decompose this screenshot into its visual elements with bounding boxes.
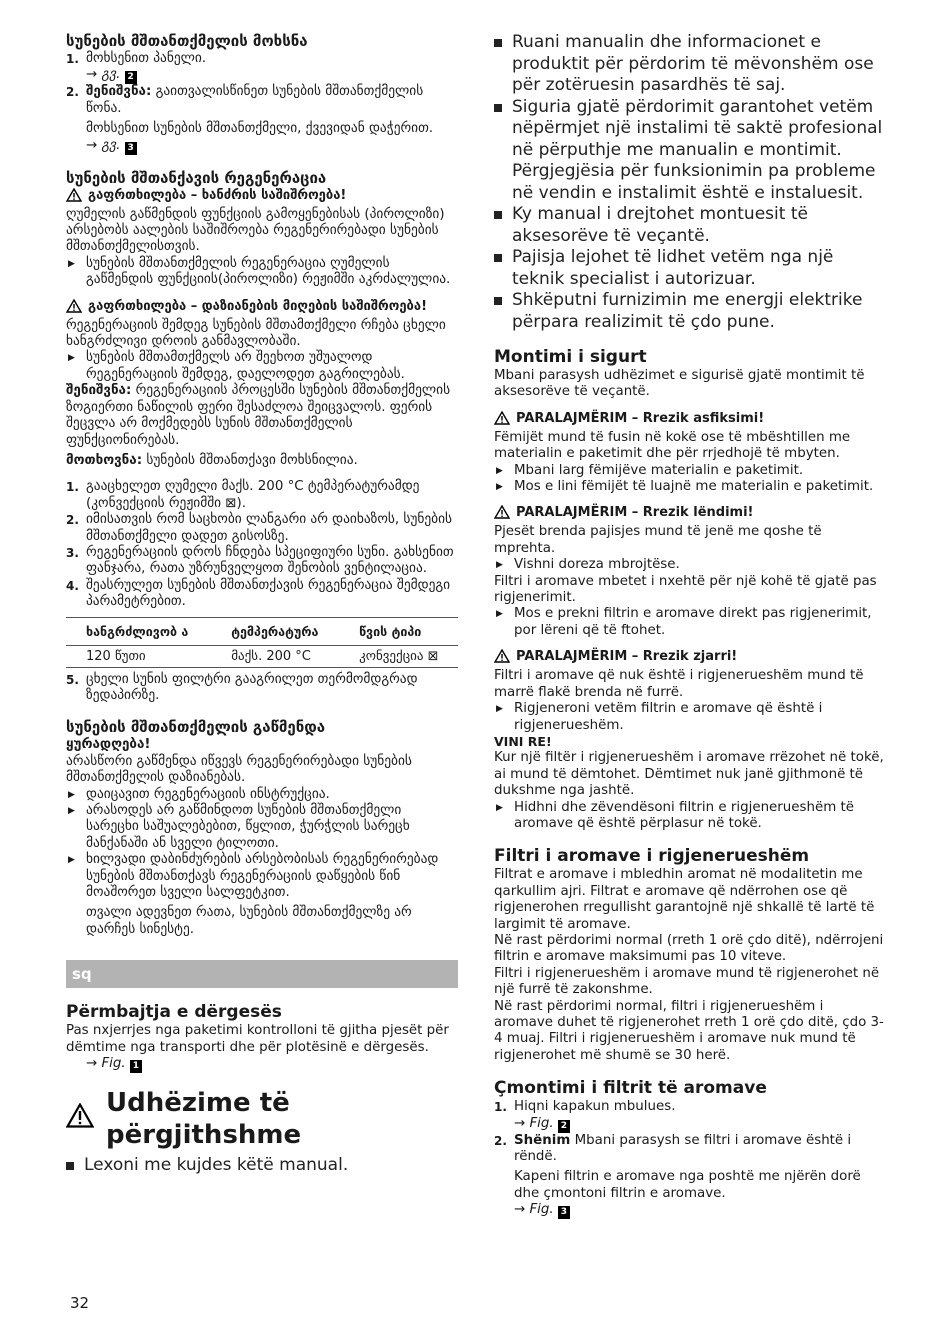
bullet-item: [494, 247, 886, 290]
step-text: შეასრულეთ სუნების მშთანთქავის რეგენერაცია შემდეგი პარამეტრებით.: [86, 577, 451, 610]
warning-text: რეგენერაციის შემდეგ სუნების მშთამთქმელი რჩება ცხელი ხანგრძლივი დროის განმავლობაში.: [66, 317, 446, 350]
instruction-text: არასოდეს არ გაწმინდოთ სუნების მშთანთქმელი სარეცხი საშუალებებით, წყლით, ჭურჭლის სარეცხ მანქანაში ან სველი ტილოთი.: [86, 803, 410, 851]
section-title-regeneration: სუნების მშთანქავის რეგენერაცია: [66, 168, 327, 187]
triangle-bullet-icon: ▶: [68, 806, 75, 816]
section-title-general: [66, 1087, 458, 1151]
fig-ref-text: → Fig.: [514, 1115, 554, 1131]
section-title-text: Udhëzime të përgjithshme: [106, 1088, 302, 1151]
fig-ref-text: → Fig.: [514, 1202, 554, 1218]
figure-number-badge: 2: [125, 71, 137, 84]
caution-title: ყურადღება!: [66, 737, 151, 753]
triangle-bullet-icon: ▶: [68, 353, 75, 364]
bullet-item: [494, 290, 886, 333]
step-2-continuation: მოხსენით სუნების მშთანთქმელი, ქვევიდან დაჭერით.: [86, 121, 434, 137]
warning-triangle-icon: [66, 188, 88, 207]
step-text: ცხელი სუნის ფილტრი გააგრილეთ თერმომდგრად ზედაპირზე.: [86, 671, 418, 703]
instruction-text: Vishni doreza mbrojtëse.: [514, 557, 680, 573]
instruction-text: Mos e prekni filtrin e aromave direkt pas rigjenerimit, por lëreni që të ftohet.: [514, 606, 872, 638]
instruction-item: [66, 803, 458, 852]
paragraph: Në rast përdorimi normal, filtri i rigjenerueshëm i aromave duhet të rigjenerohet rreth 1 orë çdo ditë, çdo 3-4 muaj. Filtri i rigjenerueshëm i aromave nuk mund të rigjenerohet më shumë se 30 herë.: [494, 998, 884, 1063]
warning-text: Filtri i aromave që nuk është i rigjenerueshëm mund të marrë flakë brenda në furrë.: [494, 668, 864, 700]
bullet-item: [494, 32, 886, 97]
section-title-delivery: Përmbajtja e dërgesës: [66, 1002, 282, 1023]
note-text: რეგენერაციის პროცესში სუნების მშთანთქმელის ზოგიერთი ნაწილის ფერი შესაძლოა შეიცვალოს. ფერის შეცვლა არ მოქმედებს სუნის მშთანთქმელის ფუნქციონირებას.: [66, 383, 451, 448]
warning-title: გაფრთხილება – ხანძრის საშიშროება!: [88, 187, 347, 203]
warning-text: Pjesët brenda pajisjes mund të jenë me qoshe të mprehta.: [494, 524, 822, 556]
step-text: Mbani parasysh se filtri i aromave është i rëndë.: [514, 1132, 852, 1165]
bullet-text: Ky manual i drejtohet montuesit të aksesorëve të veçantë.: [512, 204, 808, 246]
step-number: 3.: [66, 545, 79, 560]
table-header: ხანგრძლივობ ა: [66, 617, 211, 645]
delivery-text: Pas nxjerrjes nga paketimi kontrolloni të gjitha pjesët për dëmtime nga transporti dhe për plotësinë e dërgesës.: [66, 1023, 449, 1055]
caution-title: VINI RE!: [494, 733, 552, 749]
triangle-bullet-icon: ▶: [496, 802, 503, 813]
warning-text: Filtri i aromave mbetet i nxehtë për një kohë të gjatë pas rigjenerimit.: [494, 573, 877, 606]
square-bullet-icon: [494, 247, 512, 290]
figure-reference: [66, 1056, 458, 1073]
left-column: [66, 32, 458, 1177]
instruction-item: [494, 557, 886, 573]
square-bullet-icon: [494, 32, 512, 97]
step-2: [66, 84, 458, 117]
fig-ref-text: → Fig.: [86, 1056, 126, 1072]
table-row: [66, 645, 458, 667]
warning-injury: [494, 505, 886, 524]
step-3: [66, 545, 458, 578]
step-1: [494, 1099, 886, 1115]
instruction-text: Mbani larg fëmijëve materialin e paketimit.: [514, 462, 804, 478]
triangle-bullet-icon: ▶: [496, 609, 503, 620]
right-column: [494, 32, 886, 1219]
requirement-text: სუნების მშთანთქავი მოხსნილია.: [142, 452, 358, 468]
triangle-bullet-icon: ▶: [496, 465, 503, 476]
instruction-item: [494, 800, 886, 833]
figure-reference: [66, 67, 458, 84]
step-number: 1.: [66, 52, 79, 66]
regeneration-parameters-table: [66, 617, 458, 668]
note-label: შენიშვნა:: [86, 84, 152, 100]
step-2: [494, 1133, 886, 1166]
step-5: [66, 672, 458, 705]
warning-triangle-icon: [494, 649, 516, 668]
step-2: [66, 512, 458, 545]
triangle-bullet-icon: ▶: [68, 258, 75, 269]
instruction-text: სუნების მშთანთქმელის რეგენერაცია ღუმელის გაწმენდის ფუნქციის(პიროლიზი) რეჟიმში აკრძალულია.: [86, 255, 451, 288]
requirement-paragraph: [66, 453, 458, 469]
warning-text: ღუმელის გაწმენდის ფუნქციის გამოყენებისას (პიროლიზი) არსებობს აალების საშიშროება რეგენერირებადი სუნების მშთანთქმელისთვის.: [66, 206, 445, 255]
table-header-row: [66, 617, 458, 645]
instruction-text: Rigjeneroni vetëm filtrin e aromave që është i rigjenerueshëm.: [514, 701, 823, 733]
bullet-text: Lexoni me kujdes këtë manual.: [84, 1155, 349, 1176]
section-title-filter-removal: სუნების მშთანთქმელის მოხსნა: [66, 32, 308, 50]
instruction-text: დაიცავით რეგენერაციის ინსტრუქცია.: [86, 786, 330, 802]
step-number: 2.: [494, 1133, 507, 1148]
warning-title: PARALAJMËRIM – Rrezik zjarri!: [516, 649, 738, 665]
note-paragraph: [66, 383, 458, 449]
warning-fire: [494, 649, 886, 668]
triangle-bullet-icon: ▶: [68, 855, 75, 866]
instruction-item: [66, 787, 458, 803]
instruction-item: [66, 350, 458, 383]
language-section-bar: [66, 960, 458, 988]
square-bullet-icon: [494, 290, 512, 333]
table-cell: კონვექცია ⊠: [339, 645, 458, 667]
instruction-item: [66, 852, 458, 901]
figure-reference: [494, 1202, 886, 1219]
step-text: იმისათვის რომ საცხობი ლანგარი არ დაიხაზოს, სუნების მშთანთქმელი დადეთ გისოსზე.: [86, 512, 452, 544]
instruction-text: Hidhni dhe zëvendësoni filtrin e rigjenerueshëm të aromave që është përplasur në tokë.: [514, 799, 855, 831]
figure-number-badge: 2: [558, 1120, 570, 1133]
page-number: 32: [70, 1294, 90, 1312]
instruction-item: [494, 463, 886, 479]
triangle-bullet-icon: ▶: [496, 482, 503, 493]
step-2-continuation: Kapeni filtrin e aromave nga poshtë me njërën dorë dhe çmontoni filtrin e aromave.: [514, 1169, 861, 1201]
step-text: მოხსენით პანელი.: [86, 51, 207, 66]
step-number: 2.: [66, 513, 79, 528]
warning-triangle-icon: [66, 1103, 106, 1136]
table-cell: მაქს. 200 °C: [211, 645, 339, 667]
step-number: 1.: [66, 480, 79, 495]
table-header: წვის ტიპი: [339, 617, 458, 645]
step-1: [66, 51, 458, 67]
warning-title: გაფრთხილება – დაზიანების მიღების საშიშროება!: [88, 298, 428, 314]
warning-triangle-icon: [494, 411, 516, 430]
section-title-filter-removal: Çmontimi i filtrit të aromave: [494, 1078, 767, 1099]
table-header: ტემპერატურა: [211, 617, 339, 645]
caution-text: Kur një filtër i rigjenerueshëm i aromave rrëzohet në tokë, ai mund të dëmtohet. Dëmtimet nuk janë gjithmonë të dukshme nga jashtë.: [494, 750, 884, 799]
language-tag: sq: [72, 965, 92, 984]
step-number: 4.: [66, 578, 79, 593]
warning-injury: [66, 299, 458, 318]
bullet-text: Shkëputni furnizimin me energji elektrike përpara realizimit të çdo pune.: [512, 290, 863, 332]
triangle-bullet-icon: ▶: [496, 560, 503, 571]
figure-number-badge: 3: [558, 1206, 570, 1219]
note-label: Shënim: [514, 1132, 571, 1148]
square-bullet-icon: [494, 97, 512, 205]
step-text: რეგენერაციის დროს ჩნდება სპეციფიური სუნი. გახსენით ფანჯარა, რათა უზრუნველყოთ შენობის ვენტილაცია.: [86, 544, 454, 577]
square-bullet-icon: [494, 204, 512, 247]
paragraph: Filtrat e aromave i mbledhin aromat në modalitetin me qarkullim ajri. Filtrat e aromave që ndërrohen ose që rigjenerohen rregullisht garantojnë një shkallë të lartë të largimit të aromave.: [494, 867, 875, 932]
step-number: 2.: [66, 85, 79, 100]
triangle-bullet-icon: ▶: [68, 789, 75, 800]
fig-ref-text: → გვ.: [86, 137, 121, 153]
instruction-item: [494, 479, 886, 495]
bullet-text: Siguria gjatë përdorimit garantohet vetëm nëpërmjet një instalimi të saktë profesional në përputhje me manualin e montimit. Përgjegjësia për funksionimin pa probleme në vendin e instalimit është e instaluesit.: [512, 96, 883, 203]
table-cell: 120 წუთი: [66, 645, 211, 667]
square-bullet-icon: [66, 1155, 84, 1177]
section-text: Mbani parasysh udhëzimet e sigurisë gjatë montimit të aksesorëve të veçantë.: [494, 368, 865, 400]
instruction-item: [66, 256, 458, 289]
warning-triangle-icon: [66, 299, 88, 318]
section-title-safe-installation: Montimi i sigurt: [494, 347, 647, 367]
instruction-text: სუნების მშთამთქმელს არ შეეხოთ უშუალოდ რეგენერაციის შემდეგ, დაელოდეთ გაგრილებას.: [86, 350, 405, 382]
paragraph: Në rast përdorimi normal (rreth 1 orë çdo ditë), ndërrojeni filtrin e aromave maksimumi pas 10 viteve.: [494, 932, 884, 965]
bullet-item: [494, 204, 886, 247]
warning-text: Fëmijët mund të fusin në kokë ose të mbështillen me materialin e paketimit dhe për rrjedhojë të mbyten.: [494, 429, 851, 462]
bullet-text: Pajisja lejohet të lidhet vetëm nga një teknik specialist i autorizuar.: [512, 247, 834, 289]
instruction-item: [494, 606, 886, 639]
bullet-item: [494, 97, 886, 205]
step-number: 1.: [494, 1100, 507, 1115]
step-1: [66, 479, 458, 512]
warning-triangle-icon: [494, 505, 516, 524]
requirement-label: მოთხოვნა:: [66, 452, 143, 468]
step-text: გაითვალისწინეთ სუნების მშთანთქმელის წონა.: [86, 84, 424, 116]
instruction-text: ხილვადი დაბინძურების არსებობისას რეგენერირებად სუნების მშთანთქავს რეგენერაციის დაწყების წინ მოაშორეთ სველი სალფეტკით.: [86, 852, 439, 901]
figure-reference: [494, 1116, 886, 1133]
section-title-regenerable-filter: Filtri i aromave i rigjenerueshëm: [494, 846, 810, 867]
step-4: [66, 578, 458, 611]
figure-reference: [66, 138, 458, 155]
instruction-text: Mos e lini fëmijët të luajnë me materialin e paketimit.: [514, 479, 874, 495]
note-label: შენიშვნა:: [66, 383, 132, 399]
bullet-text: Ruani manualin dhe informacionet e produktit për përdorim të mëvonshëm ose për zotëruesin pasardhës të saj.: [512, 32, 874, 95]
instruction-followup: თვალი ადევნეთ რათა, სუნების მშთანთქმელზე არ დარჩეს სინესტე.: [86, 905, 412, 937]
caution-text: არასწორი გაწმენდა იწვევს რეგენერირებადი სუნების მშთანთქმელის დაზიანებას.: [66, 753, 412, 786]
section-title-cleaning: სუნების მშთანთქმელის გაწმენდა: [66, 718, 326, 737]
fig-ref-text: → გვ.: [86, 67, 121, 83]
figure-number-badge: 3: [125, 142, 137, 155]
warning-suffocation: [494, 411, 886, 430]
step-text: Hiqni kapakun mbulues.: [514, 1099, 676, 1115]
step-number: 5.: [66, 672, 79, 687]
triangle-bullet-icon: ▶: [496, 704, 503, 715]
warning-fire: [66, 188, 458, 207]
paragraph: Filtri i rigjenerueshëm i aromave mund të rigjenerohet në një furrë të zakonshme.: [494, 965, 880, 998]
warning-title: PARALAJMËRIM – Rrezik lëndimi!: [516, 505, 754, 521]
warning-title: PARALAJMËRIM – Rrezik asfiksimi!: [516, 410, 765, 426]
instruction-item: [494, 701, 886, 734]
figure-number-badge: 1: [130, 1060, 142, 1073]
bullet-item: [66, 1155, 458, 1177]
step-text: გააცხელეთ ღუმელი მაქს. 200 °C ტემპერატურამდე (კონვექციის რეჟიმში ⊠).: [86, 479, 420, 511]
